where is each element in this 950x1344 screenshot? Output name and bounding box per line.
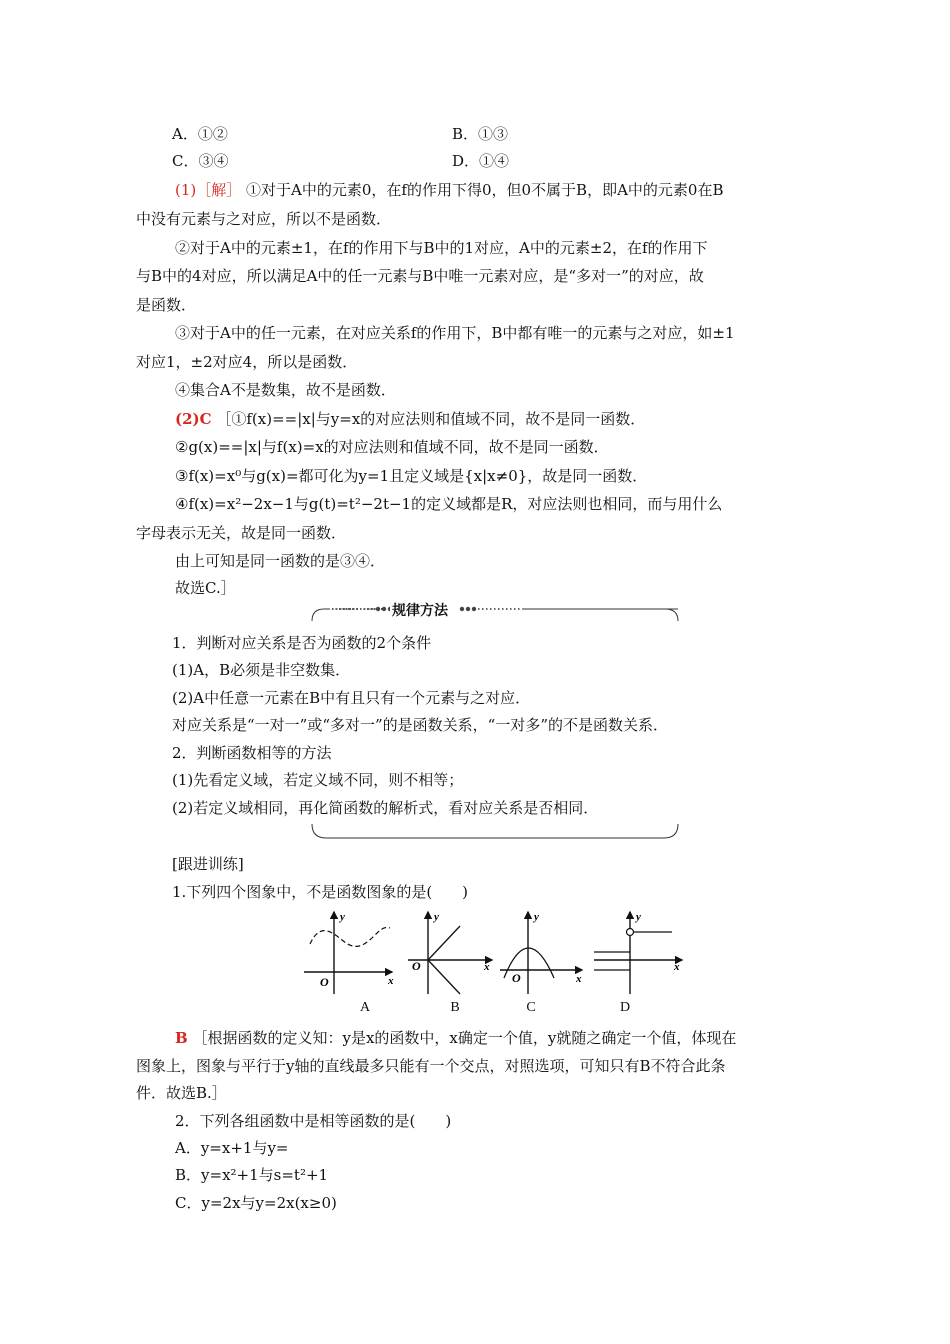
training-answer-line1: ［根据函数的定义知：y是x的函数中，x确定一个值，y就随之确定一个值，体现在 <box>192 1029 737 1047</box>
question2-option-b: B．y=x²+1与s=t²+1 <box>175 1166 329 1184</box>
graph-caption-c: C <box>526 1000 536 1015</box>
question2-option-c: C．y=2x与y=2x(x≥0) <box>175 1194 337 1212</box>
training-answer-line3: 件．故选B.］ <box>136 1084 227 1102</box>
answer1-line1: ①对于A中的元素0，在f的作用下得0，但0不属于B，即A中的元素0在B <box>246 181 724 199</box>
graph-d-y-label: y <box>636 911 641 923</box>
option-d: D．①④ <box>452 152 510 170</box>
answer1-line8: ④集合A不是数集，故不是函数． <box>175 381 396 399</box>
answer1-line3: ②对于A中的元素±1，在f的作用下与B中的1对应，A中的元素±2，在f的作用下 <box>175 239 708 257</box>
graph-caption-a: A <box>359 1000 371 1015</box>
graph-b <box>408 911 492 994</box>
method-box-bottom-border <box>310 822 682 844</box>
function-graphs <box>300 908 690 1000</box>
graph-d-x-label: x <box>674 961 680 973</box>
answer1-line5: 是函数． <box>136 296 197 314</box>
graph-a-x-label: x <box>388 975 394 987</box>
method-line5: 2．判断函数相等的方法 <box>172 744 332 762</box>
answer2-tag: (2)C <box>175 410 212 428</box>
graph-b-x-label: x <box>484 961 490 973</box>
option-a: A．①② <box>172 125 228 143</box>
method-line3: (2)A中任意一元素在B中有且只有一个元素与之对应． <box>172 689 531 707</box>
method-line2: (1)A，B必须是非空数集． <box>172 661 351 679</box>
method-box-title: 规律方法 <box>390 600 450 620</box>
graph-d <box>594 911 682 994</box>
answer2-line4: ④f(x)=x²−2x−1与g(t)=t²−2t−1的定义域都是R，对应法则也相同，而与用什么 <box>175 495 723 513</box>
graph-c-origin-label: O <box>512 971 521 985</box>
method-line4: 对应关系是“一对一”或“多对一”的是函数关系，“一对多”的不是函数关系． <box>172 716 669 734</box>
answer1-line4: 与B中的4对应，所以满足A中的任一元素与B中唯一元素对应，是“多对一”的对应，故 <box>136 267 704 285</box>
answer2-line2: ②g(x)==|x|与f(x)=x的对应法则和值域不同，故不是同一函数． <box>175 438 609 456</box>
option-c: C．③④ <box>172 152 229 170</box>
answer1-line2: 中没有元素与之对应，所以不是函数． <box>136 210 392 228</box>
answer2-line6: 由上可知是同一函数的是③④． <box>175 552 386 570</box>
question2-option-a: A．y=x+1与y= <box>175 1139 289 1157</box>
training-question1: 1.下列四个图象中，不是函数图象的是( ) <box>172 883 469 901</box>
graph-caption-b: B <box>450 1000 460 1015</box>
graph-a <box>304 911 394 994</box>
answer1-line7: 对应1，±2对应4，所以是函数． <box>136 353 358 371</box>
training-question2: 2．下列各组函数中是相等函数的是( ) <box>175 1112 452 1130</box>
method-line6: (1)先看定义域，若定义域不同，则不相等； <box>172 771 464 789</box>
graph-caption-d: D <box>619 1000 631 1015</box>
training-answer-tag: B <box>175 1029 188 1047</box>
graph-a-y-label: y <box>340 911 345 923</box>
method-box-top-border <box>310 601 682 623</box>
graph-c-y-label: y <box>534 911 539 923</box>
method-line7: (2)若定义域相同，再化简函数的解析式，看对应关系是否相同． <box>172 799 599 817</box>
training-header: [跟进训练] <box>172 855 244 873</box>
graph-c <box>500 911 582 994</box>
answer2-line5: 字母表示无关，故是同一函数． <box>136 524 347 542</box>
method-line1: 1．判断对应关系是否为函数的2个条件 <box>172 634 432 652</box>
answer2-line3: ③f(x)=x⁰与g(x)=都可化为y=1且定义域是{x|x≠0}，故是同一函数． <box>175 467 648 485</box>
answer2-line7: 故选C.］ <box>175 579 236 597</box>
option-b: B．①③ <box>452 125 509 143</box>
graph-a-origin-label: O <box>320 975 329 989</box>
training-answer-line2: 图象上，图象与平行于y轴的直线最多只能有一个交点，对照选项，可知只有B不符合此条 <box>136 1057 726 1075</box>
graph-b-y-label: y <box>434 911 439 923</box>
answer1-line6: ③对于A中的任一元素，在对应关系f的作用下，B中都有唯一的元素与之对应，如±1 <box>175 324 735 342</box>
graph-b-origin-label: O <box>412 959 421 973</box>
answer2-line1: ［①f(x)==|x|与y=x的对应法则和值域不同，故不是同一函数． <box>216 410 646 428</box>
answer1-tag: (1)［解］ <box>175 181 242 199</box>
graph-c-x-label: x <box>576 973 582 985</box>
